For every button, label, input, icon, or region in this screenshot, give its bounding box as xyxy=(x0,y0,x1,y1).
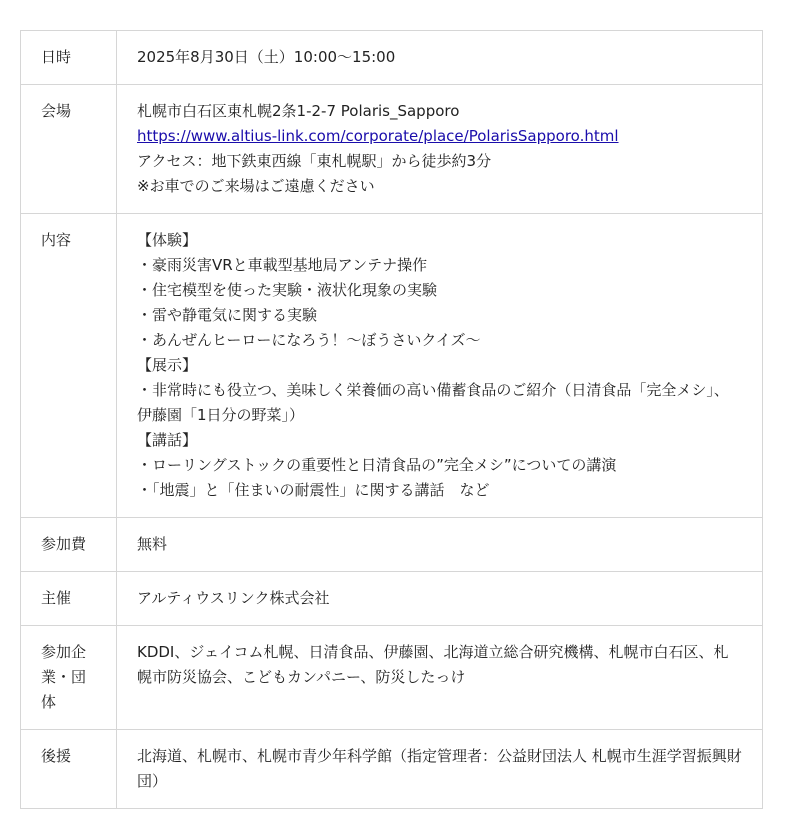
content-item: ・雷や静電気に関する実験 xyxy=(137,306,318,324)
row-value xyxy=(117,730,763,809)
content-item: ・住宅模型を使った実験・液状化現象の実験 xyxy=(137,281,438,299)
content-heading: 【展示】 xyxy=(137,356,198,374)
table-row-participants xyxy=(21,626,763,730)
content-heading: 【講話】 xyxy=(137,431,198,449)
datetime-text: 2025年8月30日（土）10:00〜15:00 xyxy=(137,48,396,66)
fee-text: 無料 xyxy=(137,535,168,553)
row-value xyxy=(117,85,763,214)
venue-access: アクセス：地下鉄東西線「東札幌駅」から徒歩約3分 xyxy=(137,152,492,170)
table-row-venue xyxy=(21,85,763,214)
venue-note: ※お車でのご来場はご遠慮ください xyxy=(137,177,375,195)
row-label: 会場 xyxy=(21,85,117,214)
row-value xyxy=(117,572,763,626)
table-row-support xyxy=(21,730,763,809)
row-label: 後援 xyxy=(21,730,117,809)
table-row-fee xyxy=(21,518,763,572)
table-row-content xyxy=(21,214,763,518)
row-label: 参加企業・団体 xyxy=(21,626,117,730)
row-label: 主催 xyxy=(21,572,117,626)
content-item: ・ローリングストックの重要性と日清食品の”完全メシ”についての講演 xyxy=(137,456,617,474)
row-label: 内容 xyxy=(21,214,117,518)
content-item: ・非常時にも役立つ、美味しく栄養価の高い備蓄食品のご紹介（日清食品「完全メシ」、伊藤園「1日分の野菜」） xyxy=(137,381,729,424)
organizer-text: アルティウスリンク株式会社 xyxy=(137,589,330,607)
row-value xyxy=(117,626,763,730)
participants-text: KDDI、ジェイコム札幌、日清食品、伊藤園、北海道立総合研究機構、札幌市白石区、札幌市防災協会、こどもカンパニー、防災したっけ xyxy=(137,643,729,686)
content-item: ・「地震」と「住まいの耐震性」に関する講話 など xyxy=(137,481,490,499)
table-row-datetime xyxy=(21,31,763,85)
table-row-organizer xyxy=(21,572,763,626)
content-heading: 【体験】 xyxy=(137,231,198,249)
row-value xyxy=(117,214,763,518)
row-label: 参加費 xyxy=(21,518,117,572)
content-item: ・あんぜんヒーローになろう！〜ぼうさいクイズ〜 xyxy=(137,331,481,349)
venue-link[interactable]: https://www.altius-link.com/corporate/place/PolarisSapporo.html xyxy=(137,127,619,145)
content-item: ・豪雨災害VRと車載型基地局アンテナ操作 xyxy=(137,256,428,274)
event-info-container xyxy=(20,30,762,809)
venue-address: 札幌市白石区東札幌2条1-2-7 Polaris_Sapporo xyxy=(137,102,460,120)
row-value xyxy=(117,31,763,85)
event-info-table xyxy=(20,30,763,809)
support-text: 北海道、札幌市、札幌市青少年科学館（指定管理者：公益財団法人 札幌市生涯学習振興財団） xyxy=(137,747,742,790)
row-label: 日時 xyxy=(21,31,117,85)
row-value xyxy=(117,518,763,572)
